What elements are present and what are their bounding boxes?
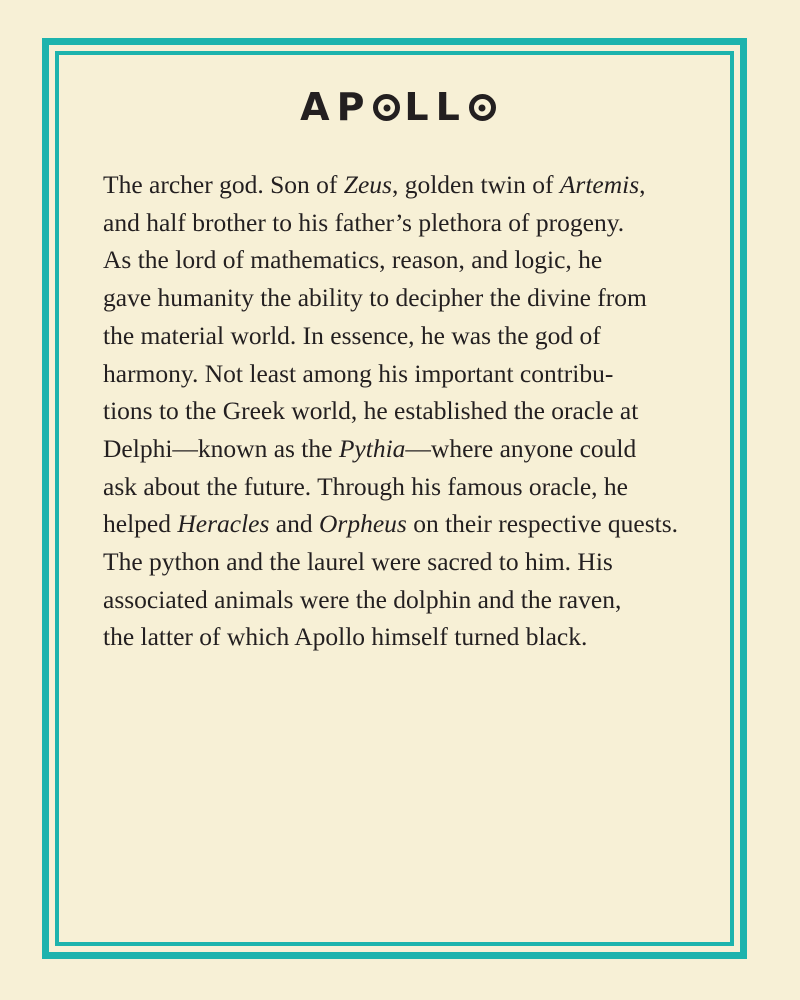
- paragraph-line: [103, 204, 703, 242]
- title-letter: A: [300, 85, 337, 129]
- text-segment: harmony. Not least among his important contribu-: [103, 358, 614, 388]
- text-segment: helped: [103, 509, 178, 539]
- title-letter: P: [336, 85, 372, 129]
- paragraph-line: [103, 543, 703, 581]
- paragraph-line: [103, 430, 703, 468]
- paragraph-line: [103, 241, 703, 279]
- paragraph-line: [103, 618, 703, 656]
- italic-name: Zeus: [343, 170, 392, 199]
- paragraph-line: [103, 166, 703, 204]
- paragraph-line: [103, 317, 703, 355]
- text-segment: The python and the laurel were sacred to him. His: [103, 547, 613, 577]
- title-letter: L: [404, 85, 436, 129]
- italic-name: Heracles: [177, 509, 270, 539]
- paragraph-line: [103, 355, 703, 393]
- text-segment: The archer god. Son of: [103, 170, 344, 199]
- description-paragraph: [103, 166, 703, 656]
- text-segment: tions to the Greek world, he established the oracle at: [103, 396, 639, 426]
- card-title: [0, 85, 800, 129]
- text-segment: the latter of which Apollo himself turned black.: [103, 622, 588, 652]
- text-segment: , golden twin of: [391, 170, 560, 199]
- text-segment: gave humanity the ability to decipher the divine from: [103, 283, 647, 313]
- paragraph-line: [103, 468, 703, 506]
- text-segment: As the lord of mathematics, reason, and logic, he: [103, 245, 603, 275]
- paragraph-line: [103, 505, 703, 543]
- paragraph-line: [103, 392, 703, 430]
- paragraph-line: [103, 581, 703, 619]
- text-segment: —where anyone could: [405, 433, 637, 463]
- title-letter-o-dot-icon: [373, 94, 400, 121]
- text-segment: Delphi—known as the: [103, 433, 339, 463]
- text-segment: on their respective quests.: [406, 509, 679, 539]
- title-letter: L: [435, 85, 467, 129]
- text-segment: ,: [639, 170, 646, 199]
- italic-name: Orpheus: [319, 509, 407, 539]
- text-segment: and: [269, 509, 319, 539]
- paragraph-line: [103, 279, 703, 317]
- text-segment: and half brother to his father’s plethora of progeny.: [103, 207, 625, 237]
- italic-name: Pythia: [338, 433, 406, 463]
- title-letter-o-dot-icon: [469, 94, 496, 121]
- text-segment: ask about the future. Through his famous oracle, he: [103, 471, 628, 501]
- text-segment: the material world. In essence, he was the god of: [103, 320, 601, 350]
- text-segment: associated animals were the dolphin and the raven,: [103, 584, 622, 614]
- italic-name: Artemis: [559, 170, 640, 199]
